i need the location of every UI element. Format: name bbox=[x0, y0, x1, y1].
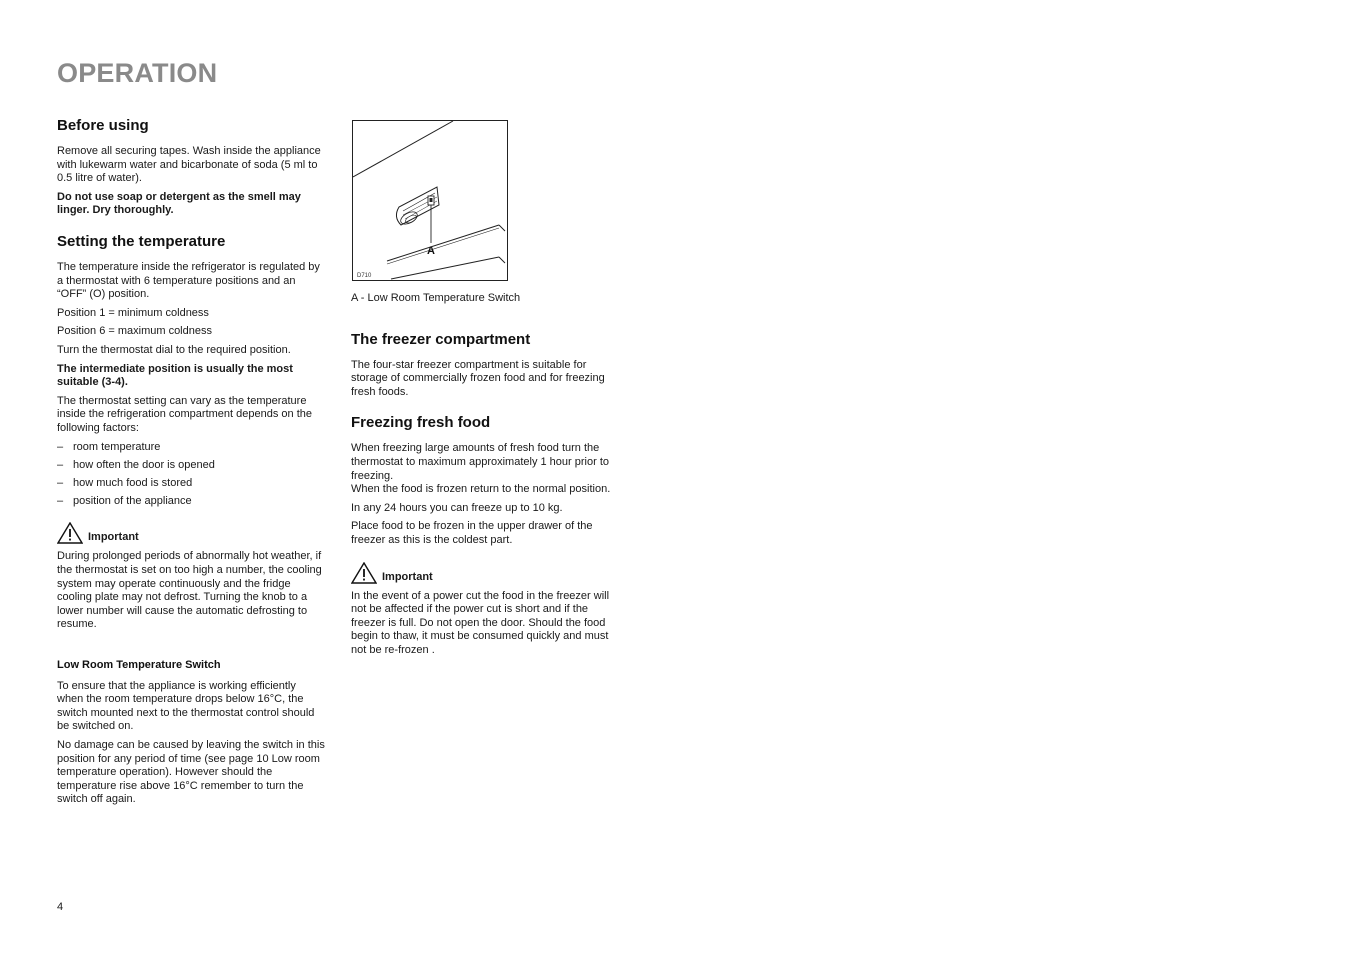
paragraph: Remove all securing tapes. Wash inside the appliance with lukewarm water and bicarbonate of soda (5 ml to 0.5 litre of water). bbox=[57, 145, 321, 185]
paragraph: Place food to be frozen in the upper drawer of the freezer as this is the coldest part. bbox=[351, 520, 593, 546]
paragraph: The four-star freezer compartment is suitable for storage of commercially frozen food and for freezing fresh foods. bbox=[351, 358, 605, 398]
heading-freezing-fresh-food: Freezing fresh food bbox=[351, 414, 491, 432]
important-label: Important bbox=[382, 570, 433, 583]
switch-illustration bbox=[352, 120, 508, 281]
page-number: 4 bbox=[57, 901, 64, 913]
paragraph: Turn the thermostat dial to the required position. bbox=[57, 343, 291, 356]
switch-drawing bbox=[353, 121, 507, 280]
heading-low-room-switch: Low Room Temperature Switch bbox=[57, 658, 221, 671]
paragraph-bold: The intermediate position is usually the most suitable (3-4). bbox=[57, 362, 293, 389]
figure-code: D710 bbox=[357, 273, 372, 279]
paragraph: To ensure that the appliance is working efficiently when the room temperature drops below 16°C, the switch mounted next to the thermostat control should be switched on. bbox=[57, 679, 315, 733]
paragraph: The thermostat setting can vary as the temperature inside the refrigeration compartment depends on the following factors: bbox=[57, 394, 312, 434]
list-item: – room temperature bbox=[57, 440, 161, 453]
left-column bbox=[57, 117, 325, 812]
right-column bbox=[351, 120, 619, 663]
heading-setting-temperature: Setting the temperature bbox=[57, 232, 226, 250]
figure-marker: A bbox=[427, 245, 435, 257]
paragraph: During prolonged periods of abnormally hot weather, if the thermostat is set on too high a number, the cooling system may operate continuously and the fridge cooling plate may not defrost. Turning the knob to a lower number will cause the automatic defrosting to resume. bbox=[57, 550, 322, 631]
section-freezer-compartment bbox=[351, 331, 619, 400]
list-item: – how often the door is opened bbox=[57, 458, 215, 471]
paragraph: In the event of a power cut the food in the freezer will not be affected if the power cut is short and if the freezer is full. Do not open the door. Should the food begin to thaw, it must be consumed quickly and must not be re-frozen . bbox=[351, 589, 610, 656]
important-label-row bbox=[57, 522, 325, 544]
factors-list bbox=[57, 441, 325, 509]
section-setting-temperature bbox=[57, 233, 325, 508]
paragraph: The temperature inside the refrigerator is regulated by a thermostat with 6 temperature positions and an “OFF” (O) position. bbox=[57, 260, 320, 301]
list-item: – how much food is stored bbox=[57, 476, 193, 489]
important-label: Important bbox=[88, 531, 139, 544]
page-title: OPERATION bbox=[57, 58, 218, 88]
paragraph: Position 6 = maximum coldness bbox=[57, 325, 212, 338]
paragraph: When freezing large amounts of fresh food turn the thermostat to maximum approximately 1 hour prior to freezing. bbox=[351, 442, 609, 482]
section-important-power-cut bbox=[351, 562, 619, 658]
section-important-hot-weather bbox=[57, 522, 325, 632]
warning-triangle-icon bbox=[351, 562, 377, 584]
warning-triangle-icon bbox=[57, 522, 83, 544]
figure-caption: A - Low Room Temperature Switch bbox=[351, 292, 521, 304]
paragraph: Position 1 = minimum coldness bbox=[57, 306, 209, 319]
paragraph: In any 24 hours you can freeze up to 10 kg. bbox=[351, 501, 563, 514]
paragraph-bold: Do not use soap or detergent as the smell may linger. Dry thoroughly. bbox=[57, 190, 301, 217]
heading-freezer-compartment: The freezer compartment bbox=[351, 330, 531, 348]
section-low-room-switch bbox=[57, 659, 325, 807]
section-freezing-fresh-food bbox=[351, 414, 619, 547]
heading-before-using: Before using bbox=[57, 117, 149, 134]
list-item: – position of the appliance bbox=[57, 494, 192, 507]
section-before-using bbox=[57, 117, 325, 218]
paragraph: When the food is frozen return to the normal position. bbox=[351, 483, 611, 496]
important-label-row bbox=[351, 562, 619, 584]
paragraph: No damage can be caused by leaving the switch in this position for any period of time (see page 10 Low room temperature operation). However should the temperature rise above 16°C remember to turn the switch off again. bbox=[57, 738, 325, 806]
